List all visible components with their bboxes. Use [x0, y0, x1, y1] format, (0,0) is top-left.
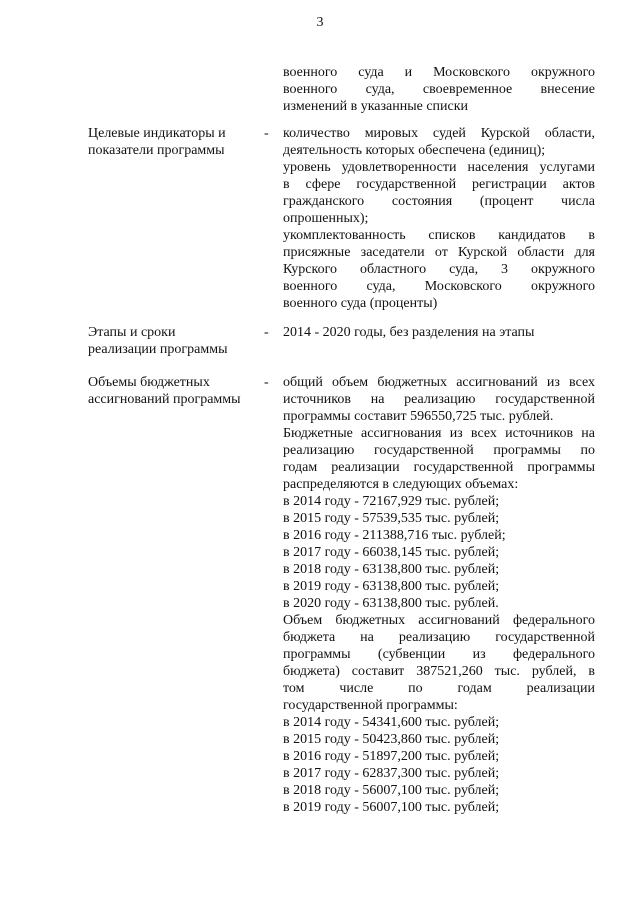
row-content — [283, 125, 595, 312]
content-line: в 2015 году - 57539,535 тыс. рублей; — [283, 511, 500, 526]
content-line: программы составит 596550,725 тыс. рублей. — [283, 409, 554, 424]
content-line: гражданского состояния (процент числа — [283, 194, 595, 209]
content-line: в 2019 году - 63138,800 тыс. рублей; — [283, 579, 500, 594]
content-line: в 2020 году - 63138,800 тыс. рублей. — [283, 596, 499, 611]
content-line: в 2015 году - 50423,860 тыс. рублей; — [283, 732, 500, 747]
content-line: военного суда, своевременное внесение — [283, 82, 595, 97]
content-line: Объем бюджетных ассигнований федерального — [283, 613, 595, 628]
content-line: государственной программы: — [283, 698, 458, 713]
row-label-line: Этапы и сроки — [88, 325, 176, 340]
content-line: в 2017 году - 62837,300 тыс. рублей; — [283, 766, 500, 781]
content-line: военного суда и Московского окружного — [283, 65, 595, 80]
content-line: том числе по годам реализации — [283, 681, 595, 696]
content-line: реализацию государственной программы по — [283, 443, 595, 458]
content-line: деятельность которых обеспечена (единиц); — [283, 143, 546, 158]
row-dash: - — [264, 126, 269, 141]
row-dash: - — [264, 325, 269, 340]
content-line: Курского областного суда, 3 окружного — [283, 262, 595, 277]
content-line: годам реализации государственной программы — [283, 460, 595, 475]
row-content — [283, 374, 595, 816]
content-line: в 2016 году - 211388,716 тыс. рублей; — [283, 528, 506, 543]
row-label — [88, 374, 263, 408]
content-line: опрошенных); — [283, 211, 369, 226]
content-line: укомплектованность списков кандидатов в — [283, 228, 595, 243]
content-line: 2014 - 2020 годы, без разделения на этапы — [283, 325, 535, 340]
row-label-line: реализации программы — [88, 342, 228, 357]
content-line: в 2019 году - 56007,100 тыс. рублей; — [283, 800, 500, 815]
content-line: изменений в указанные списки — [283, 99, 469, 114]
content-line: источников на реализацию государственной — [283, 392, 595, 407]
content-line: в 2017 году - 66038,145 тыс. рублей; — [283, 545, 500, 560]
content-line: уровень удовлетворенности населения услугами — [283, 160, 595, 175]
content-line: количество мировых судей Курской области, — [283, 126, 595, 141]
content-line: в сфере государственной регистрации актов — [283, 177, 595, 192]
content-line: в 2018 году - 63138,800 тыс. рублей; — [283, 562, 500, 577]
content-line: присяжные заседатели от Курской области для — [283, 245, 595, 260]
content-line: бюджета) составит 387521,260 тыс. рублей, в — [283, 664, 595, 679]
content-line: общий объем бюджетных ассигнований из всех — [283, 375, 595, 390]
page-number: 3 — [316, 15, 324, 30]
content-line: в 2014 году - 54341,600 тыс. рублей; — [283, 715, 500, 730]
row-label-line: Целевые индикаторы и — [88, 126, 226, 141]
content-line: в 2014 году - 72167,929 тыс. рублей; — [283, 494, 500, 509]
content-line: в 2016 году - 51897,200 тыс. рублей; — [283, 749, 500, 764]
row-label — [88, 125, 263, 159]
content-line: бюджета на реализацию государственной — [283, 630, 595, 645]
content-line: программы (субвенции из федерального — [283, 647, 595, 662]
content-line: распределяются в следующих объемах: — [283, 477, 519, 492]
content-line: Бюджетные ассигнования из всех источников на — [283, 426, 595, 441]
row-dash: - — [264, 375, 269, 390]
row-label-line: ассигнований программы — [88, 392, 241, 407]
content-line: военного суда, Московского окружного — [283, 279, 595, 294]
row-content — [283, 324, 595, 341]
content-line: военного суда (проценты) — [283, 296, 438, 311]
row-label-line: Объемы бюджетных — [88, 375, 210, 390]
row-content — [283, 64, 595, 115]
row-label — [88, 324, 263, 358]
row-label-line: показатели программы — [88, 143, 225, 158]
content-line: в 2018 году - 56007,100 тыс. рублей; — [283, 783, 500, 798]
